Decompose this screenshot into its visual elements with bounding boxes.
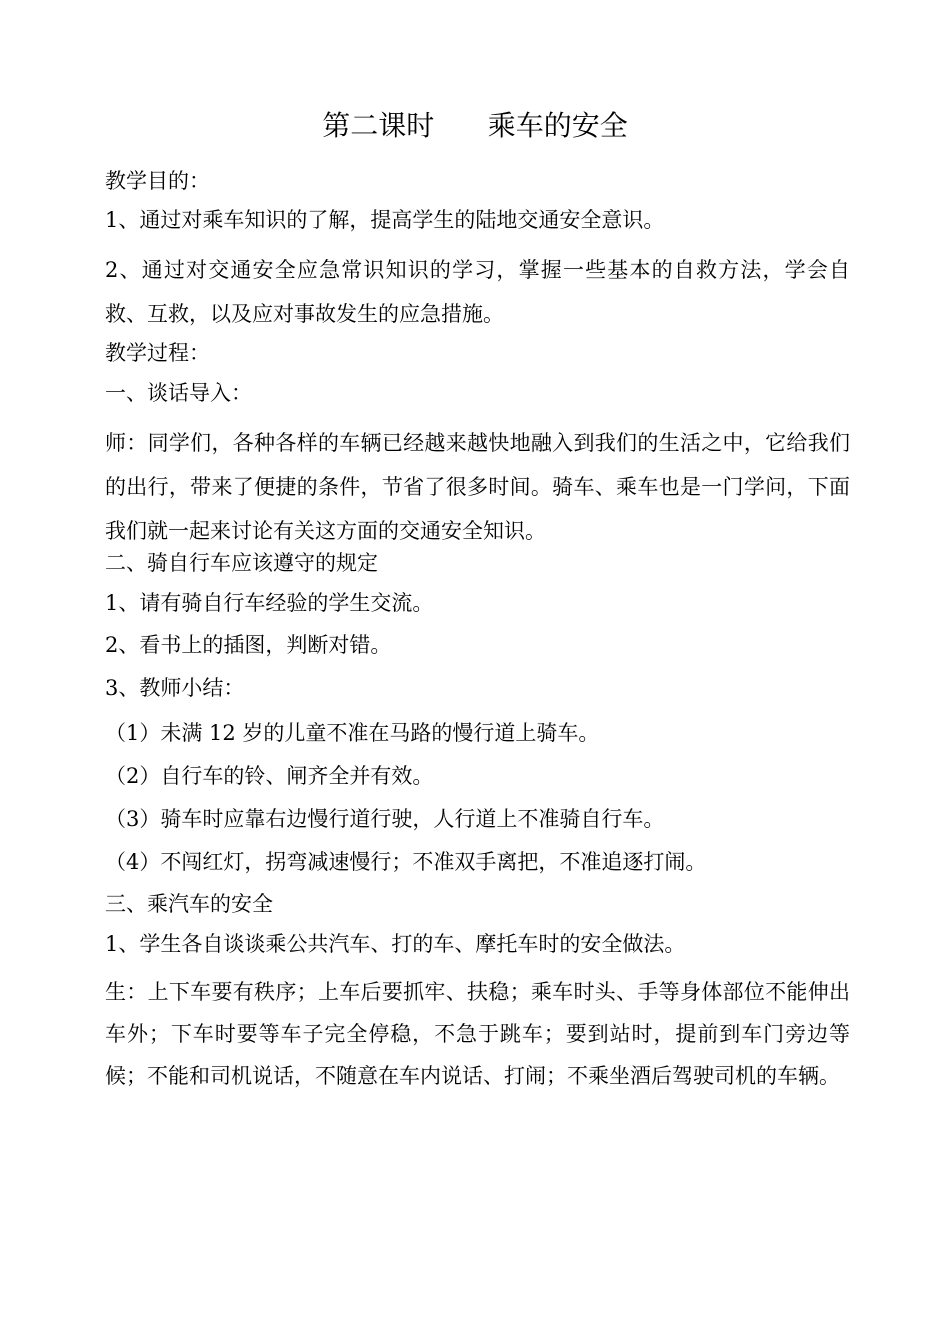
- section-3-text: 生：上下车要有秩序；上车后要抓牢、扶稳；乘车时头、手等身体部位不能伸出车外；下车时要等车子完全停稳，不急于跳车；要到站时，提前到车门旁边等候；不能和司机说话，不随意在车内说话、打闹；不乘坐酒后驾驶司机的车辆。: [105, 980, 850, 1088]
- section-3-item-1: 1、学生各自谈谈乘公共汽车、打的车、摩托车时的安全做法。: [105, 932, 686, 956]
- goals-heading: 教学目的：: [105, 169, 210, 193]
- rule-1: （1）未满 12 岁的儿童不准在马路的慢行道上骑车。: [105, 721, 600, 745]
- section-3-heading: 三、乘汽车的安全: [105, 892, 273, 916]
- rule-3: （3）骑车时应靠右边慢行道行驶，人行道上不准骑自行车。: [105, 807, 665, 831]
- section-1-heading: 一、谈话导入：: [105, 381, 252, 405]
- goal-1: 1、通过对乘车知识的了解，提高学生的陆地交通安全意识。: [105, 208, 665, 232]
- rule-2: （2）自行车的铃、闸齐全并有效。: [105, 764, 434, 788]
- section-1-text: 师：同学们，各种各样的车辆已经越来越快地融入到我们的生活之中，它给我们的出行，带来了便捷的条件，节省了很多时间。骑车、乘车也是一门学问，下面我们就一起来讨论有关这方面的交通安全知识。: [105, 431, 850, 543]
- section-2-heading: 二、骑自行车应该遵守的规定: [105, 551, 378, 575]
- goal-2: 2、通过对交通安全应急常识知识的学习，掌握一些基本的自救方法，学会自救、互救，以及应对事故发生的应急措施。: [105, 258, 850, 326]
- rule-4: （4）不闯红灯，拐弯减速慢行；不准双手离把，不准追逐打闹。: [105, 850, 707, 874]
- process-heading: 教学过程：: [105, 341, 210, 365]
- lesson-title: 第二课时 乘车的安全: [322, 109, 628, 142]
- section-2-item-2: 2、看书上的插图，判断对错。: [105, 633, 392, 657]
- section-2-item-3: 3、教师小结：: [105, 676, 245, 700]
- section-2-item-1: 1、请有骑自行车经验的学生交流。: [105, 591, 434, 615]
